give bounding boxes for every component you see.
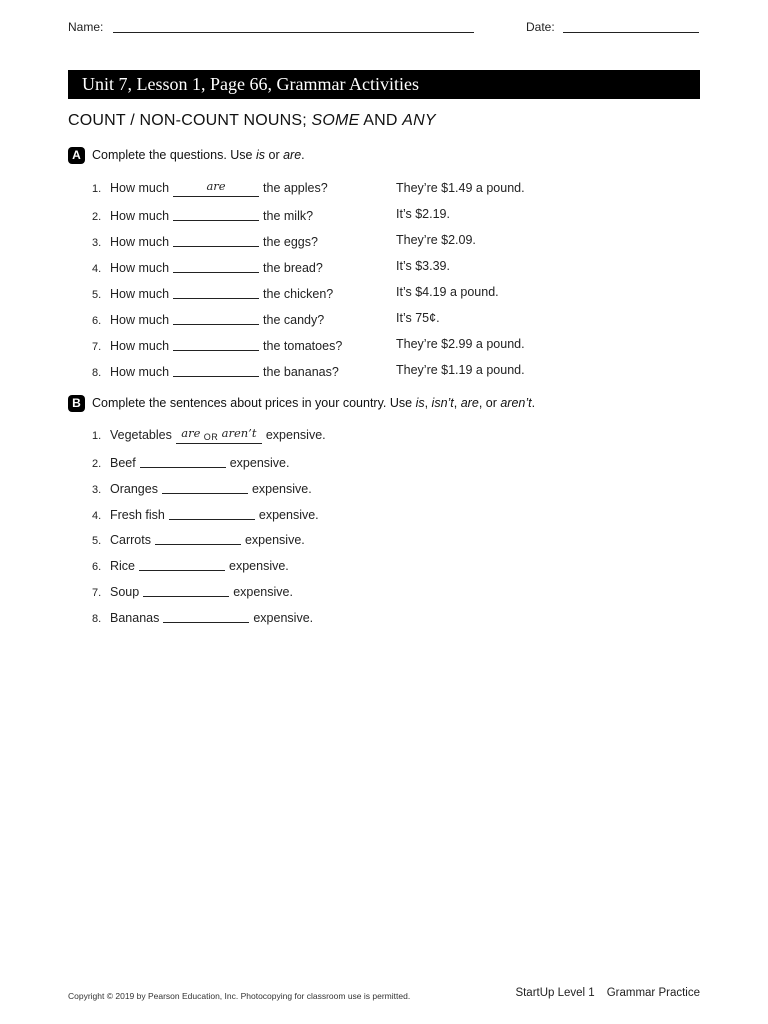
item-suffix: expensive. [253, 611, 314, 625]
answer-blank[interactable] [162, 480, 248, 494]
price-answer: They’re $2.09. [396, 233, 476, 247]
item-prefix: Oranges [110, 482, 158, 496]
footer-book: Grammar Practice [606, 987, 700, 999]
instruction-arent: aren’t [500, 396, 532, 410]
answer-blank[interactable] [173, 337, 259, 351]
answer-blank[interactable] [169, 506, 255, 520]
instruction-text: , [453, 396, 461, 410]
section-title-part1: COUNT / NON-COUNT NOUNS; [68, 112, 312, 129]
answer-blank[interactable] [173, 311, 259, 325]
exercise-b-item [92, 608, 313, 624]
item-prefix: Vegetables [110, 428, 172, 442]
exercise-b-instruction [68, 394, 535, 412]
footer-book-info [515, 987, 700, 999]
instruction-are: are [283, 148, 302, 162]
exercise-a-item [92, 206, 313, 222]
item-number: 2. [92, 211, 102, 223]
item-suffix: expensive. [258, 508, 319, 522]
footer-level: StartUp Level 1 [515, 987, 595, 999]
price-answer: It’s 75¢. [396, 311, 440, 325]
answer-blank[interactable] [173, 285, 259, 299]
item-prefix: How much [110, 365, 170, 379]
price-answer: They’re $1.49 a pound. [396, 181, 525, 195]
instruction-is: is [255, 148, 266, 162]
item-suffix: expensive. [251, 482, 312, 496]
instruction-is: is [415, 396, 425, 410]
item-number: 3. [92, 484, 102, 496]
answer-blank[interactable] [173, 179, 259, 197]
answer-blank[interactable] [140, 454, 226, 468]
item-suffix: expensive. [233, 585, 293, 599]
item-suffix: the bananas? [263, 365, 339, 379]
item-prefix: How much [110, 287, 170, 301]
item-prefix: How much [110, 313, 170, 327]
item-suffix: expensive. [229, 559, 289, 573]
item-suffix: expensive. [229, 456, 290, 470]
instruction-text: . [531, 396, 536, 410]
answer-blank[interactable] [173, 259, 259, 273]
instruction-isnt: isn’t [431, 396, 454, 410]
item-number: 7. [92, 341, 102, 353]
price-answer: It’s $3.39. [396, 259, 450, 273]
price-answer: They’re $2.99 a pound. [396, 337, 525, 351]
item-suffix: the tomatoes? [263, 339, 343, 353]
section-title-any: ANY [402, 112, 436, 129]
exercise-a-item [92, 336, 342, 352]
item-suffix: expensive. [265, 428, 326, 442]
item-prefix: Fresh fish [110, 508, 165, 522]
lesson-banner: Unit 7, Lesson 1, Page 66, Grammar Activities [68, 70, 700, 99]
example-answer: are [206, 179, 226, 193]
answer-blank[interactable] [173, 207, 259, 221]
price-answer: They’re $1.19 a pound. [396, 363, 525, 377]
instruction-text: . [301, 148, 305, 162]
exercise-a-item [92, 232, 318, 248]
price-answer: It’s $2.19. [396, 207, 450, 221]
exercise-b-item [92, 530, 305, 546]
item-number: 3. [92, 237, 102, 249]
item-number: 6. [92, 561, 102, 573]
item-suffix: expensive. [244, 533, 305, 547]
exercise-b-item [92, 556, 289, 572]
answer-blank[interactable] [173, 363, 259, 377]
item-suffix: the candy? [263, 313, 325, 327]
section-title-and: AND [359, 112, 403, 129]
date-line [563, 32, 699, 33]
exercise-a-badge: A [68, 147, 85, 164]
page-header [68, 20, 700, 36]
price-answer: It’s $4.19 a pound. [396, 285, 499, 299]
exercise-a-instruction [68, 146, 305, 164]
exercise-a-item [92, 310, 324, 326]
instruction-text: , [424, 396, 432, 410]
exercise-b-item [92, 479, 312, 495]
instruction-text: , or [478, 396, 501, 410]
example-or: OR [203, 432, 219, 442]
example-answer: aren’t [221, 426, 257, 440]
item-number: 5. [92, 289, 102, 301]
item-prefix: How much [110, 235, 170, 249]
example-answer: are [181, 426, 201, 440]
answer-blank[interactable] [155, 531, 241, 545]
item-suffix: the eggs? [263, 235, 318, 249]
item-prefix: Beef [110, 456, 136, 470]
answer-blank[interactable] [143, 583, 229, 597]
copyright-notice: Copyright © 2019 by Pearson Education, Inc. Photocopying for classroom use is permitted. [68, 991, 411, 1001]
exercise-b-badge: B [68, 395, 85, 412]
item-suffix: the milk? [263, 209, 314, 223]
item-number: 7. [92, 587, 102, 599]
item-suffix: the apples? [263, 181, 328, 195]
exercise-a-item [92, 258, 323, 274]
section-title-some: SOME [311, 112, 360, 129]
item-prefix: How much [110, 261, 170, 275]
instruction-text: Complete the questions. Use [92, 148, 256, 162]
exercise-b-item [92, 427, 326, 443]
instruction-text: Complete the sentences about prices in your country. Use [92, 396, 416, 410]
instruction-text: or [265, 148, 284, 162]
item-number: 4. [92, 263, 102, 275]
exercise-a-item [92, 180, 328, 196]
exercise-b-item [92, 505, 319, 521]
exercise-b-item [92, 453, 289, 469]
item-prefix: Carrots [110, 533, 151, 547]
item-number: 4. [92, 510, 102, 522]
item-prefix: Rice [110, 559, 136, 573]
item-number: 2. [92, 458, 102, 470]
item-prefix: Bananas [110, 611, 160, 625]
answer-blank[interactable] [173, 233, 259, 247]
item-prefix: How much [110, 181, 170, 195]
name-label: Name: [68, 20, 104, 34]
date-label: Date: [526, 20, 555, 34]
item-number: 6. [92, 315, 102, 327]
item-suffix: the chicken? [263, 287, 334, 301]
item-suffix: the bread? [263, 261, 323, 275]
item-number: 1. [92, 430, 102, 442]
answer-blank[interactable] [176, 426, 262, 444]
exercise-a-item [92, 362, 339, 378]
instruction-are: are [460, 396, 479, 410]
section-title [68, 112, 436, 130]
exercise-b-item [92, 582, 293, 598]
answer-blank[interactable] [163, 609, 249, 623]
item-prefix: How much [110, 209, 170, 223]
exercise-a-item [92, 284, 333, 300]
item-prefix: How much [110, 339, 170, 353]
item-number: 1. [92, 183, 102, 195]
item-prefix: Soup [110, 585, 140, 599]
item-number: 8. [92, 367, 102, 379]
item-number: 8. [92, 613, 102, 625]
answer-blank[interactable] [139, 557, 225, 571]
item-number: 5. [92, 535, 102, 547]
name-line [113, 32, 474, 33]
